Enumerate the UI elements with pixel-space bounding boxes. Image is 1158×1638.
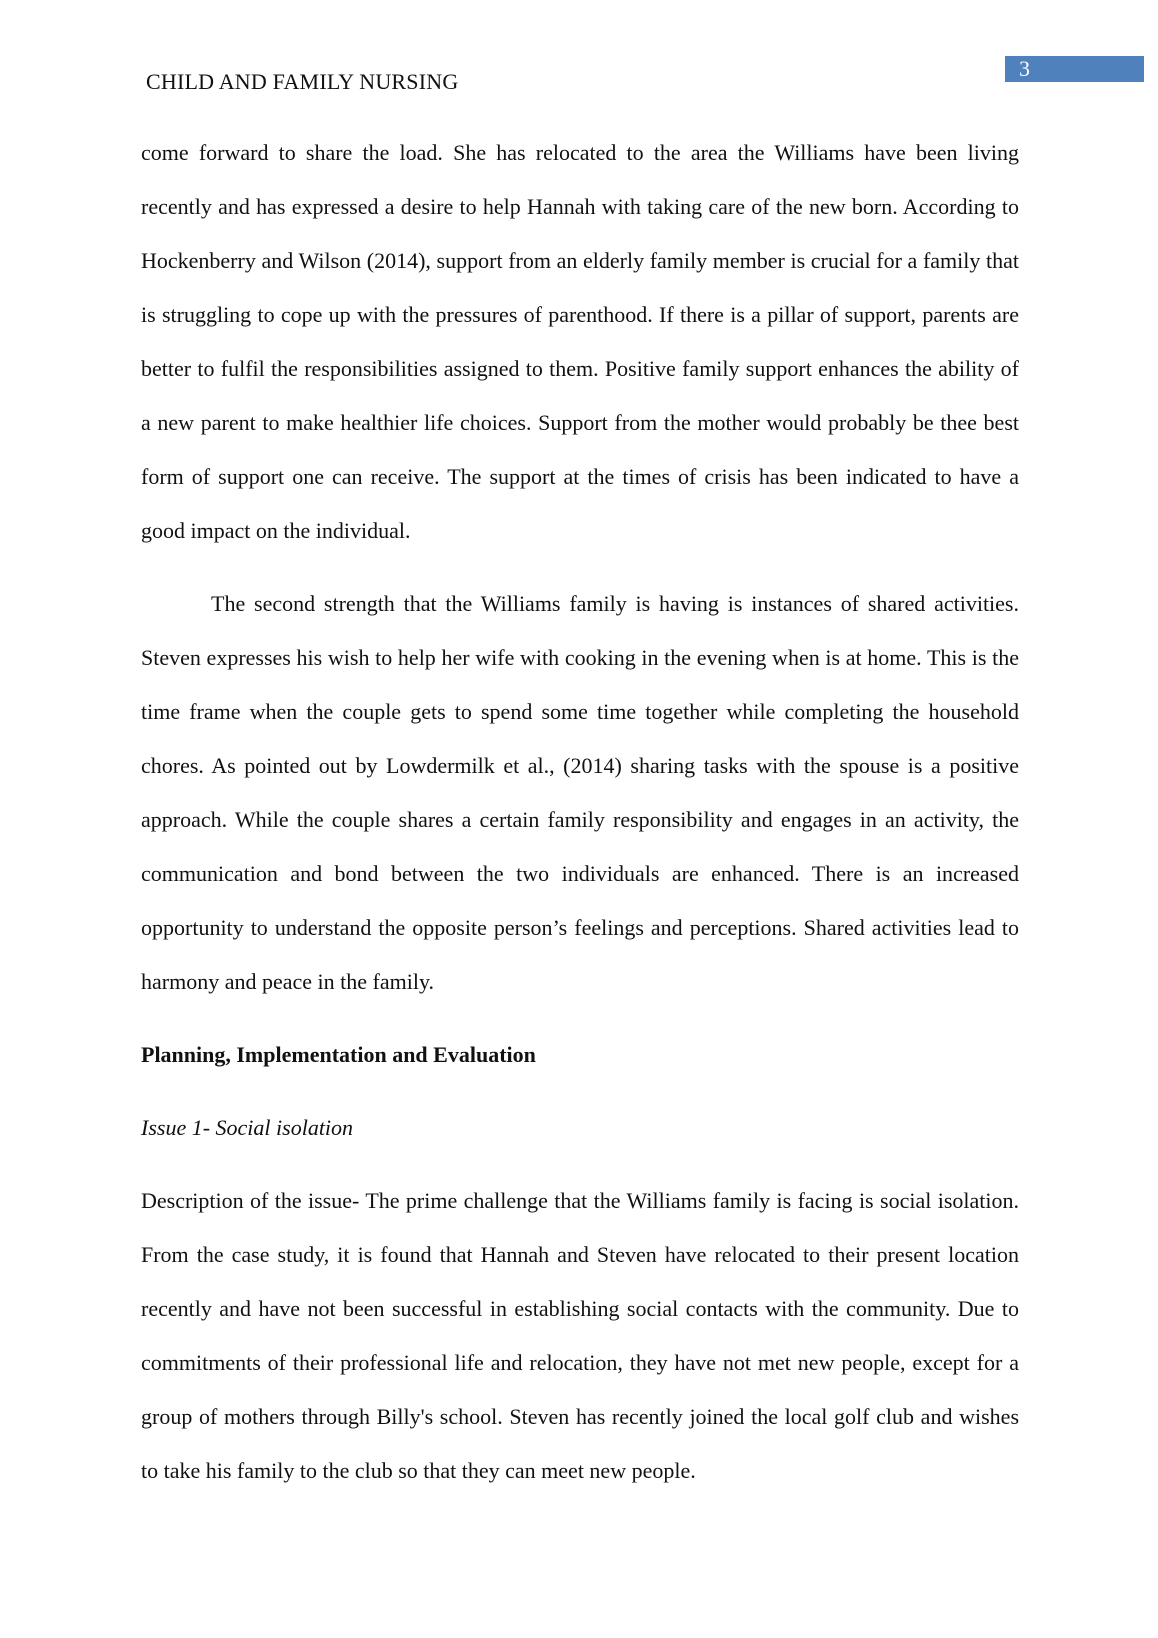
page-number: 3 (1019, 56, 1030, 81)
issue-subheading: Issue 1- Social isolation (141, 1115, 354, 1140)
page-number-box (1005, 56, 1144, 82)
running-head: CHILD AND FAMILY NURSING (146, 69, 459, 94)
section-heading: Planning, Implementation and Evaluation (141, 1042, 536, 1067)
document-body (141, 126, 1019, 1498)
paragraph-shared-activities: The second strength that the Williams family is having is instances of shared activities. Steven expresses his wish to help her wife with cooking in the evening when is at home. This is the time frame when the couple gets to spend some time together while completing the household chores. As pointed out by Lowdermilk et al., (2014) sharing tasks with the spouse is a positive approach. While the couple shares a certain family responsibility and engages in an activity, the communication and bond between the two individuals are enhanced. There is an increased opportunity to understand the opposite person’s feelings and perceptions. Shared activities lead to harmony and peace in the family. (141, 591, 1019, 994)
paragraph-issue-description: Description of the issue- The prime challenge that the Williams family is facing is social isolation. From the case study, it is found that Hannah and Steven have relocated to their present location recently and have not been successful in establishing social contacts with the community. Due to commitments of their professional life and relocation, they have not met new people, except for a group of mothers through Billy's school. Steven has recently joined the local golf club and wishes to take his family to the club so that they can meet new people. (141, 1188, 1019, 1483)
paragraph-family-support: come forward to share the load. She has relocated to the area the Williams have been living recently and has expressed a desire to help Hannah with taking care of the new born. According to Hockenberry and Wilson (2014), support from an elderly family member is crucial for a family that is struggling to cope up with the pressures of parenthood. If there is a pillar of support, parents are better to fulfil the responsibilities assigned to them. Positive family support enhances the ability of a new parent to make healthier life choices. Support from the mother would probably be thee best form of support one can receive. The support at the times of crisis has been indicated to have a good impact on the individual. (141, 140, 1019, 543)
